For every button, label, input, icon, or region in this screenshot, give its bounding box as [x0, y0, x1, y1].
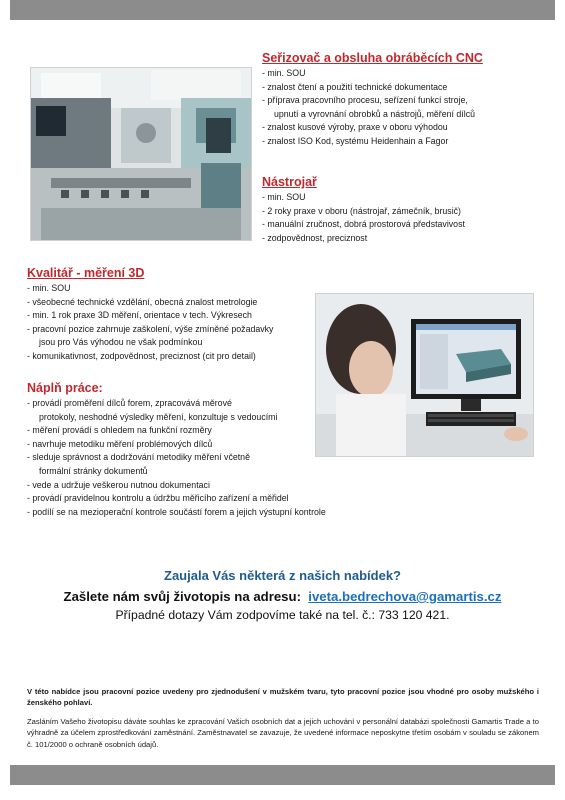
list-item: - min. 1 rok praxe 3D měření, orientace v tech. Výkresech [27, 310, 252, 321]
list-item [27, 323, 273, 350]
job-cnc-title: Seřizovač a obsluha obráběcích CNC [262, 51, 483, 65]
list-item: - znalost ISO Kod, systému Heidenhain a Fagor [262, 135, 449, 146]
job-cnc-requirements [262, 67, 483, 149]
privacy-note: Zasláním Vašeho životopisu dáváte souhlas ke zpracování Vašich osobních dat a jejich uchování v personální databázi společnosti Gamartis Trade a to výhradně za účelem zprostředkování zaměstnání. Zaměstnavatel se zavazuje, že uvedené informace neposkytne třetím osobám v souladu se zákonem č. 101/2000 o ochraně osobních údajů. [27, 716, 539, 749]
list-item [27, 397, 326, 424]
cta-send-prefix: Zašlete nám svůj životopis na adresu: [63, 589, 301, 604]
list-item: - znalost kusové výroby, praxe v oboru výhodou [262, 122, 448, 133]
cta-question: Zaujala Vás některá z našich nabídek? [164, 568, 401, 583]
cta-send-line [0, 589, 565, 604]
list-item: - zodpovědnost, preciznost [262, 232, 368, 243]
call-to-action [0, 568, 565, 622]
job-cnc [262, 51, 483, 149]
list-item-text: - provádí proměření dílců forem, zpracovává měrové [27, 398, 232, 408]
list-item-continuation: protokoly, neshodné výsledky měření, konzultuje s vedoucími [39, 411, 278, 422]
list-item-text: - sleduje správnost a dodržování metodiky měření včetně [27, 452, 250, 463]
list-item: - min. SOU [262, 68, 306, 78]
list-item: - komunikativnost, zodpovědnost, preciznost (cit pro detail) [27, 350, 256, 361]
3d-measurement-photo [315, 293, 534, 457]
cnc-workshop-photo [30, 67, 252, 241]
list-item: - vede a udržuje veškerou nutnou dokumentaci [27, 479, 210, 490]
job-quality-requirements [27, 282, 273, 364]
list-item [27, 451, 326, 478]
job-toolmaker-requirements [262, 191, 465, 245]
list-item: - znalost čtení a použití technické dokumentace [262, 81, 448, 92]
list-item-text: - pracovní pozice zahrnuje zaškolení, výše zmíněné požadavky [27, 323, 274, 334]
list-item [262, 94, 483, 121]
job-quality-title: Kvalitář - měření 3D [27, 266, 145, 280]
list-item: - všeobecné technické vzdělání, obecná znalost metrologie [27, 296, 258, 307]
email-link[interactable]: iveta.bedrechova@gamartis.cz [308, 589, 502, 604]
list-item: - min. SOU [262, 192, 306, 202]
job-duties-title: Náplň práce: [27, 381, 103, 395]
job-duties [27, 381, 326, 519]
job-toolmaker-title: Nástrojař [262, 175, 317, 189]
list-item: - manuální zručnost, dobrá prostorová představivost [262, 219, 465, 230]
job-quality [27, 266, 273, 364]
list-item-text: - příprava pracovního procesu, seřízení funkcí stroje, [262, 95, 468, 106]
job-toolmaker [262, 175, 465, 245]
top-bar [10, 0, 555, 20]
list-item-continuation: jsou pro Vás výhodou ne však podmínkou [39, 337, 203, 348]
bottom-bar [10, 765, 555, 785]
list-item-continuation: formální stránky dokumentů [39, 465, 148, 476]
list-item: - měření provádí s ohledem na funkční rozměry [27, 425, 212, 436]
list-item: - min. SOU [27, 283, 71, 293]
list-item-continuation: upnutí a vyrovnání obrobků a nástrojů, měření dílců [274, 108, 475, 119]
job-duties-list [27, 397, 326, 519]
cta-phone-line: Případné dotazy Vám zodpovíme také na tel. č.: 733 120 421. [115, 608, 450, 622]
list-item: - navrhuje metodiku měření problémových dílců [27, 438, 213, 449]
list-item: - podílí se na mezioperační kontrole součástí forem a jejich výstupní kontrole [27, 506, 326, 517]
list-item: - provádí pravidelnou kontrolu a údržbu měřicího zařízení a měřidel [27, 493, 289, 504]
gender-note: V této nabídce jsou pracovní pozice uvedeny pro zjednodušení v mužském tvaru, tyto pracovní pozice jsou vhodné pro osoby mužského i ženského pohlaví. [27, 686, 539, 708]
list-item: - 2 roky praxe v oboru (nástrojař, zámečník, brusič) [262, 205, 461, 216]
